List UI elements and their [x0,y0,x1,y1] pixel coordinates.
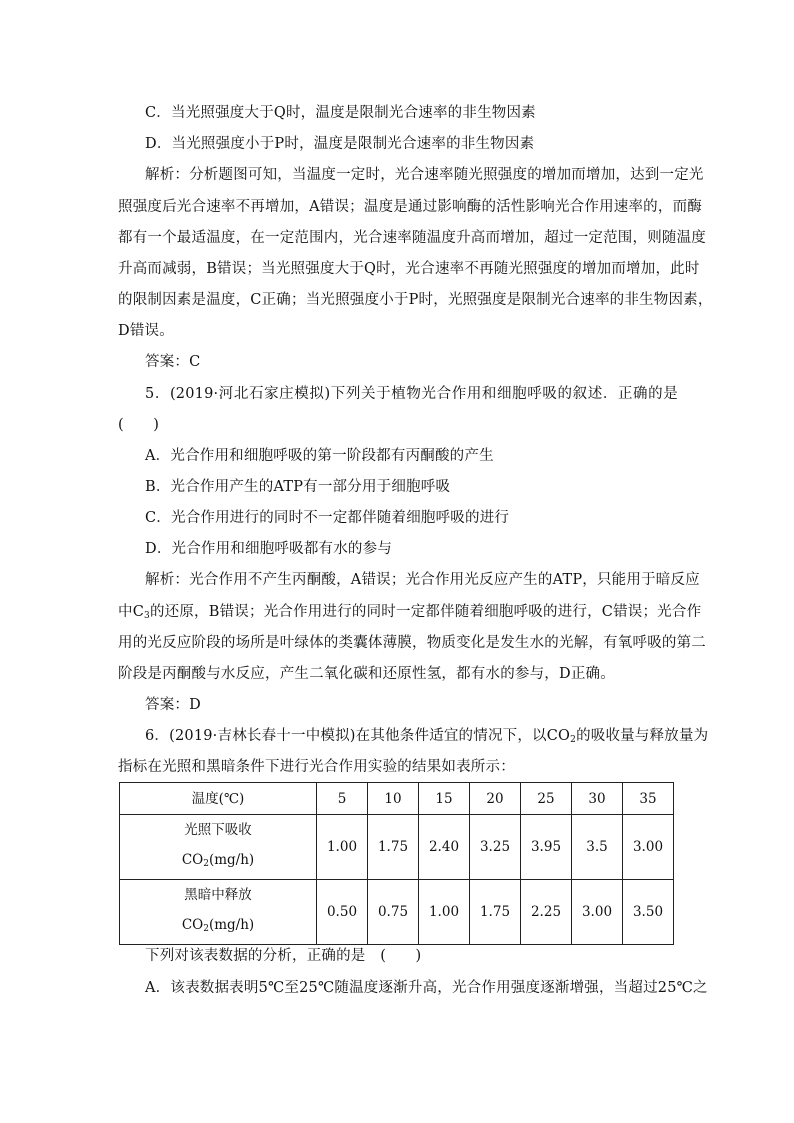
temp-cell: 10 [368,783,419,815]
question-6-stem-2: 指标在光照和黑暗条件下进行光合作用实验的结果如表所示： [118,759,515,775]
temp-cell: 35 [623,783,674,815]
value-cell: 1.00 [419,880,470,945]
value-cell: 3.5 [572,815,623,880]
analysis-line-2: 照强度后光合速率不再增加，A错误；温度是通过影响酶的活性影响光合作用速率的，而酶 [118,199,702,215]
value-cell: 3.00 [572,880,623,945]
value-cell: 0.50 [317,880,368,945]
value-cell: 0.75 [368,880,419,945]
table-header-row [120,783,674,815]
row-label-light: 光照下吸收 $CO_2(mg/h)$ [120,815,317,880]
temp-cell: 5 [317,783,368,815]
q5-analysis-line-3: 用的光反应阶段的场所是叶绿体的类囊体薄膜，物质变化是发生水的光解，有氧呼吸的第二 [118,635,706,651]
analysis-line-3: 都有一个最适温度，在一定范围内，光合速率随温度升高而增加，超过一定范围，则随温度 [118,230,706,246]
row-label-dark: 黑暗中释放 $CO_2(mg/h)$ [120,880,317,945]
q5-option-a: A．光合作用和细胞呼吸的第一阶段都有丙酮酸的产生 [145,448,494,464]
data-table [119,782,674,945]
q5-option-b: B．光合作用产生的ATP有一部分用于细胞呼吸 [145,479,451,495]
question-6-stem: 6．(2019·吉林长春十一中模拟)在其他条件适宜的情况下，以$CO_2$的吸收量与释放量为 [145,728,709,745]
analysis-line-1: 解析：分析题图可知，当温度一定时，光合速率随光照强度的增加而增加，达到一定光 [145,167,704,183]
temp-cell: 20 [470,783,521,815]
value-cell: 3.00 [623,815,674,880]
analysis-line-5: 的限制因素是温度，C正确；当光照强度小于P时，光照强度是限制光合速率的非生物因素， [118,292,713,308]
q5-analysis-line-1: 解析：光合作用不产生丙酮酸，A错误；光合作用光反应产生的ATP，只能用于暗反应 [145,572,700,588]
q6-option-a: A．该表数据表明5℃至25℃随温度逐渐升高，光合作用强度逐渐增强，当超过25℃之 [145,980,708,996]
analysis-line-6: D错误。 [118,323,174,339]
q5-option-d: D．光合作用和细胞呼吸都有水的参与 [145,541,393,557]
value-cell: 2.40 [419,815,470,880]
temp-cell: 30 [572,783,623,815]
table-row-dark [120,880,674,945]
option-d-text: D．当光照强度小于P时，温度是限制光合速率的非生物因素 [145,136,535,152]
answer-4: 答案：C [145,354,201,370]
answer-5: 答案：D [145,697,201,713]
temp-cell: 15 [419,783,470,815]
value-cell: 3.95 [521,815,572,880]
option-c-text: C．当光照强度大于Q时，温度是限制光合速率的非生物因素 [145,105,536,121]
question-5-stem: 5．(2019·河北石家庄模拟)下列关于植物光合作用和细胞呼吸的叙述．正确的是 [145,386,678,402]
question-5-blank: ( ) [118,417,160,433]
table-row-light [120,815,674,880]
q5-option-c: C．光合作用进行的同时不一定都伴随着细胞呼吸的进行 [145,510,510,526]
value-cell: 2.25 [521,880,572,945]
value-cell: 1.75 [368,815,419,880]
temp-cell: 25 [521,783,572,815]
value-cell: 3.50 [623,880,674,945]
value-cell: 1.75 [470,880,521,945]
q5-analysis-line-2: 中$C_3$的还原，B错误；光合作用进行的同时一定都伴随着细胞呼吸的进行，C错误；光合作 [118,604,702,621]
q5-analysis-line-4: 阶段是丙酮酸与水反应，产生二氧化碳和还原性氢，都有水的参与，D正确。 [118,666,615,682]
analysis-line-4: 升高而减弱，B错误；当光照强度大于Q时，光合速率不再随光照强度的增加而增加，此时 [118,261,700,277]
header-label-cell: 温度(℃) [120,783,317,815]
value-cell: 3.25 [470,815,521,880]
question-6-prompt: 下列对该表数据的分析，正确的是 ( ) [145,948,422,964]
value-cell: 1.00 [317,815,368,880]
